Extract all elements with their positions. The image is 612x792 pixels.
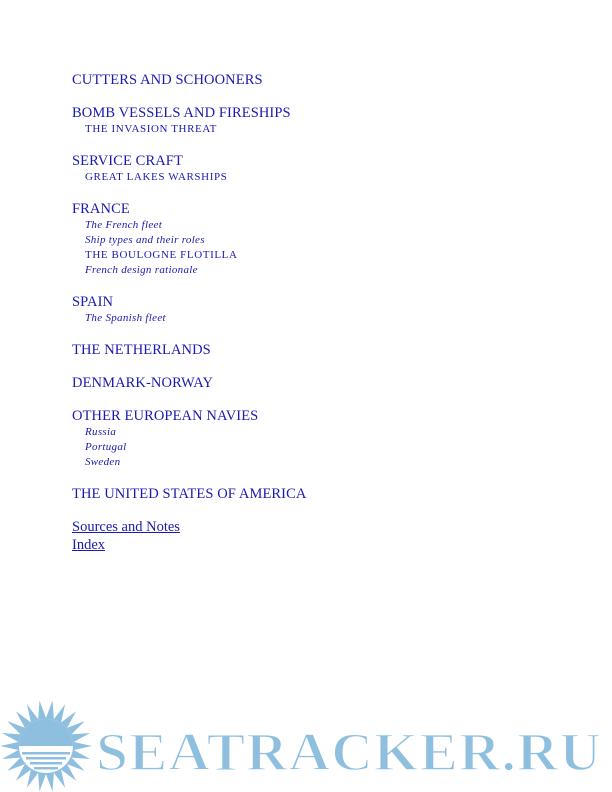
sun-wave-line [26, 757, 66, 760]
toc-section [72, 407, 592, 470]
watermark-logo [0, 700, 612, 792]
toc-subsection-link[interactable]: The Spanish fleet [85, 312, 166, 324]
toc-subsection-list [72, 170, 592, 185]
toc-subsection-link[interactable]: THE BOULOGNE FLOTILLA [85, 249, 238, 261]
table-of-contents [72, 71, 592, 554]
toc-section [72, 200, 592, 278]
toc-section [72, 374, 592, 392]
toc-section [72, 293, 592, 326]
toc-subsection-link[interactable]: THE INVASION THREAT [85, 123, 217, 135]
toc-heading-link[interactable]: CUTTERS AND SCHOONERS [72, 72, 263, 88]
toc-heading-link[interactable]: THE NETHERLANDS [72, 342, 211, 358]
toc-subsection-list [72, 122, 592, 137]
toc-heading-link[interactable]: SPAIN [72, 294, 114, 310]
toc-subsection-link[interactable]: Ship types and their roles [85, 234, 205, 246]
toc-heading-link[interactable]: OTHER EUROPEAN NAVIES [72, 408, 259, 424]
toc-subsection-link[interactable]: GREAT LAKES WARSHIPS [85, 171, 228, 183]
toc-subsection-link[interactable]: The French fleet [85, 219, 163, 231]
toc-section [72, 104, 592, 137]
toc-section [72, 341, 592, 359]
toc-subsection-link[interactable]: Sweden [85, 456, 121, 468]
sun-logo-icon [0, 701, 92, 792]
toc-link-sources-and-notes[interactable]: Sources and Notes [72, 519, 180, 535]
toc-subsection-link[interactable]: Russia [85, 426, 117, 438]
toc-link-index[interactable]: Index [72, 537, 106, 553]
toc-subsection-link[interactable]: French design rationale [85, 264, 198, 276]
toc-heading-link[interactable]: BOMB VESSELS AND FIRESHIPS [72, 105, 291, 121]
toc-section [72, 71, 592, 89]
toc-subsection-list [72, 218, 592, 278]
toc-heading-link[interactable]: SERVICE CRAFT [72, 153, 183, 169]
toc-subsection-link[interactable]: Portugal [85, 441, 127, 453]
toc-subsection-list [72, 425, 592, 470]
toc-sections [72, 71, 592, 503]
back-matter [72, 518, 592, 554]
watermark-text: SEATRACKER.RU [96, 722, 602, 782]
toc-section [72, 485, 592, 503]
toc-heading-link[interactable]: FRANCE [72, 201, 130, 217]
sun-wave-line [34, 767, 58, 770]
toc-heading-link[interactable]: THE UNITED STATES OF AMERICA [72, 486, 307, 502]
toc-heading-link[interactable]: DENMARK-NORWAY [72, 375, 214, 391]
toc-section [72, 152, 592, 185]
sun-wave-line [22, 752, 70, 755]
sun-wave-line [30, 762, 62, 765]
toc-subsection-list [72, 311, 592, 326]
